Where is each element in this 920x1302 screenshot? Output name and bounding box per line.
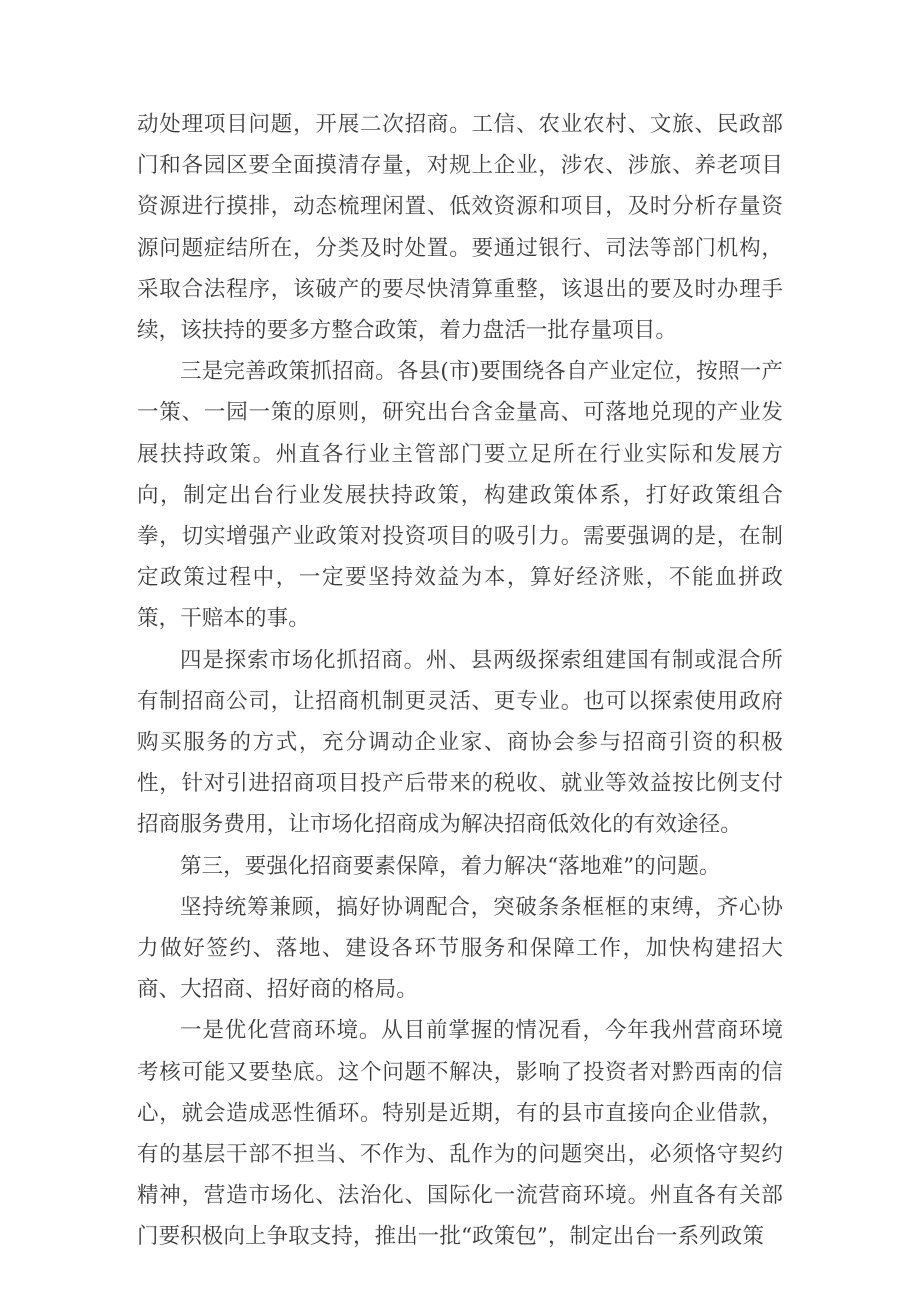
paragraph-coordination-guarantee: 坚持统筹兼顾，搞好协调配合，突破条条框框的束缚，齐心协力做好签约、落地、建设各环节服务和保障工作，加快构建招大商、大招商、招好商的格局。 [137,894,783,1003]
paragraph-continued-existing-projects: 动处理项目问题，开展二次招商。工信、农业农村、文旅、民政部门和各园区要全面摸清存量，对规上企业，涉农、涉旅、养老项目资源进行摸排，动态梳理闲置、低效资源和项目，及时分析存量资源问题症结所在，分类及时处置。要通过银行、司法等部门机构，采取合法程序，该破产的要尽快清算重整，该退出的要及时办理手续，该扶持的要多方整合政策，着力盘活一批存量项目。 [137,112,783,344]
paragraph-one-optimize-business-env: 一是优化营商环境。从目前掌握的情况看，今年我州营商环境考核可能又要垫底。这个问题不解决，影响了投资者对黔西南的信心，就会造成恶性循环。特别是近期，有的县市直接向企业借款，有的基层干部不担当、不作为、乱作为的问题突出，必须恪守契约精神，营造市场化、法治化、国际化一流营商环境。州直各有关部门要积极向上争取支持，推出一批“政策包”，制定出台一系列政策 [137,1018,783,1250]
paragraph-three-policy-investment: 三是完善政策抓招商。各县(市)要围绕各自产业定位，按照一产一策、一园一策的原则，研究出台含金量高、可落地兑现的产业发展扶持政策。州直各行业主管部门要立足所在行业实际和发展方向，制定出台行业发展扶持政策，构建政策体系，打好政策组合拳，切实增强产业政策对投资项目的吸引力。需要强调的是，在制定政策过程中，一定要坚持效益为本，算好经济账，不能血拼政策，干赔本的事。 [137,359,783,632]
document-text-body [137,104,783,1258]
paragraph-third-section-heading: 第三，要强化招商要素保障，着力解决“落地难”的问题。 [180,853,721,879]
paragraph-four-marketization-investment: 四是探索市场化抓招商。州、县两级探索组建国有制或混合所有制招商公司，让招商机制更灵活、更专业。也可以探索使用政府购买服务的方式，充分调动企业家、商协会参与招商引资的积极性，针对引进招商项目投产后带来的税收、就业等效益按比例支付招商服务费用，让市场化招商成为解决招商低效化的有效途径。 [137,647,783,838]
